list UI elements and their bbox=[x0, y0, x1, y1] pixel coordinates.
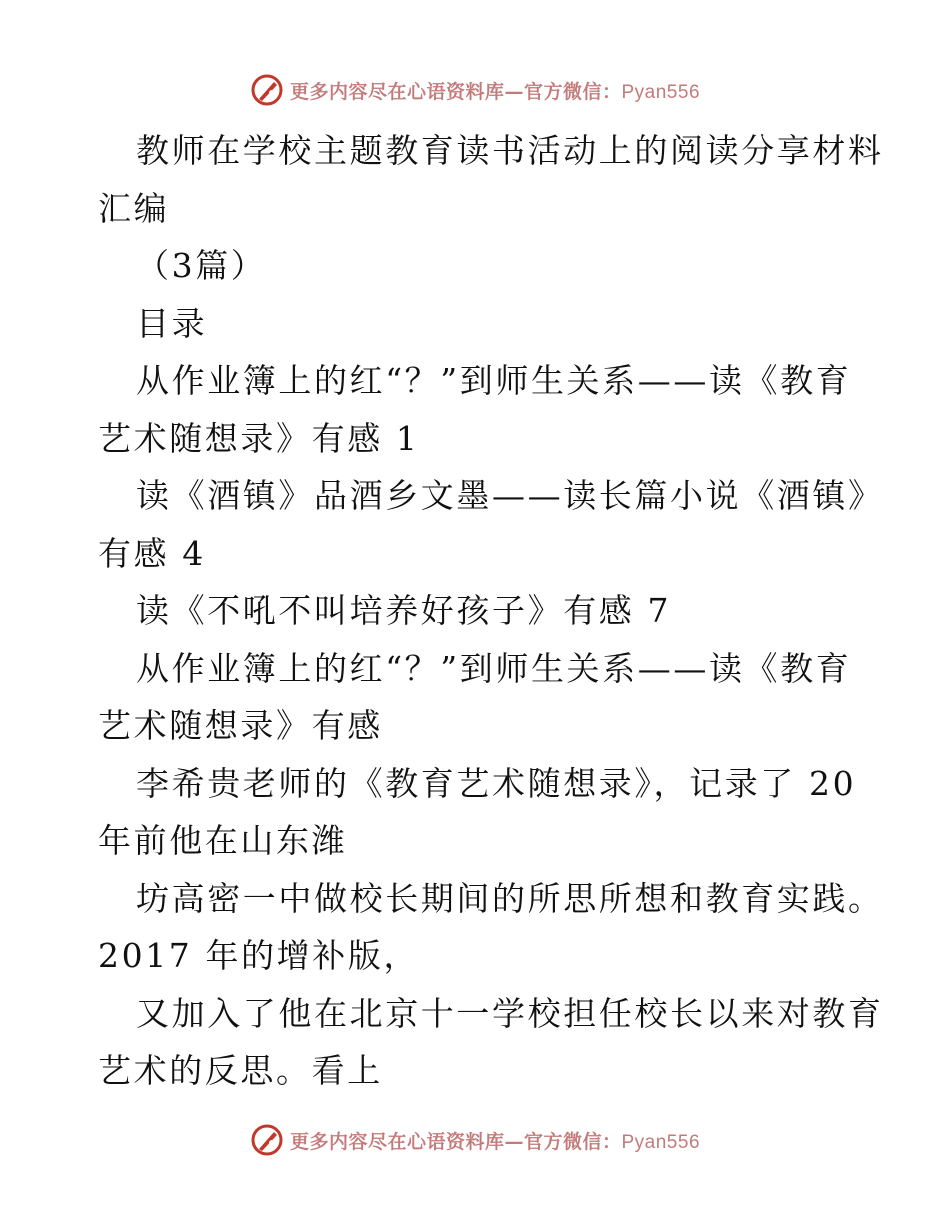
red-pen-circle-logo-icon bbox=[250, 73, 284, 107]
toc-entry: 有感 4 bbox=[98, 533, 206, 573]
paragraph-line: 坊高密一中做校长期间的所思所想和教育实践。 bbox=[136, 878, 884, 918]
header-watermark-text: 更多内容尽在心语资料库—官方微信：Pyan556 bbox=[289, 80, 701, 103]
red-pen-circle-logo-icon bbox=[250, 1123, 284, 1157]
document-body bbox=[98, 122, 884, 1100]
toc-entry: 读《不吼不叫培养好孩子》有感 7 bbox=[136, 591, 672, 630]
footer-watermark-text: 更多内容尽在心语资料库—官方微信：Pyan556 bbox=[289, 1130, 701, 1153]
footer-watermark-id: Pyan556 bbox=[621, 1131, 701, 1153]
footer-watermark bbox=[0, 1118, 950, 1162]
text-line: 汇编 bbox=[98, 188, 170, 228]
text-line: （3篇） bbox=[136, 246, 267, 285]
toc-entry: 从作业簿上的红“？”到师生关系——读《教育 bbox=[136, 361, 852, 400]
paragraph-line: 2017 年的增补版， bbox=[98, 936, 420, 975]
header-watermark-id: Pyan556 bbox=[621, 81, 701, 103]
paragraph-line: 李希贵老师的《教育艺术随想录》，记录了 20 bbox=[136, 763, 857, 803]
toc-heading: 目录 bbox=[136, 303, 208, 343]
text-line: 教师在学校主题教育读书活动上的阅读分享材料 bbox=[136, 131, 884, 170]
section-title: 从作业簿上的红“？”到师生关系——读《教育 bbox=[136, 648, 852, 688]
paragraph-line: 又加入了他在北京十一学校担任校长以来对教育 bbox=[136, 993, 884, 1033]
section-title: 艺术随想录》有感 bbox=[98, 706, 383, 745]
toc-entry: 读《酒镇》品酒乡文墨——读长篇小说《酒镇》 bbox=[136, 476, 884, 515]
paragraph-line: 艺术的反思。看上 bbox=[98, 1051, 383, 1090]
paragraph-line: 年前他在山东潍 bbox=[98, 821, 348, 860]
toc-entry: 艺术随想录》有感 1 bbox=[98, 418, 420, 458]
header-watermark bbox=[0, 68, 950, 112]
